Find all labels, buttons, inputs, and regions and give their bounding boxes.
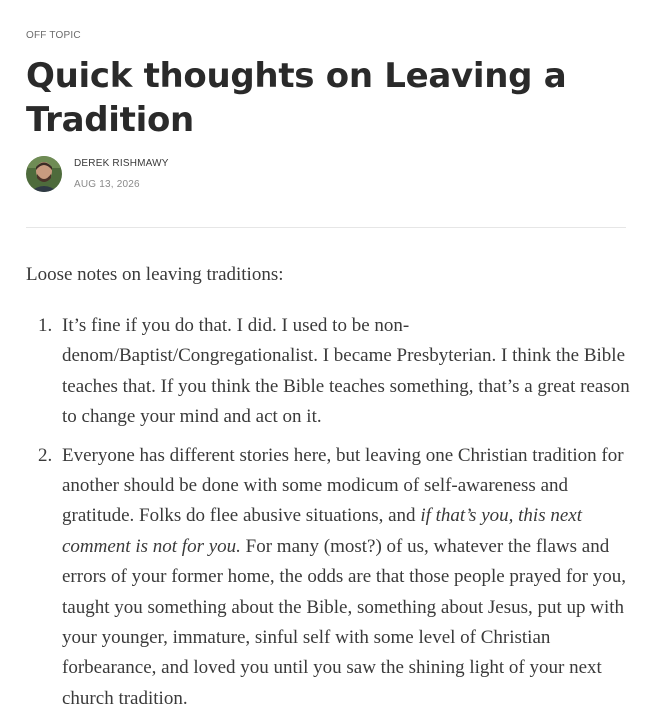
category-link[interactable]: OFF TOPIC bbox=[26, 30, 81, 41]
list-item bbox=[38, 441, 634, 715]
list-item-italic-text: if that’s you, this next comment is not for you. bbox=[62, 505, 582, 557]
author-avatar[interactable] bbox=[26, 156, 62, 192]
list-item-text bbox=[62, 441, 634, 715]
list-item-text-part: For many (most?) of us, whatever the flaws and errors of your former home, the odds are that those people prayed for you, taught you something about the Bible, something about Jesus, put up with your younger, immature, sinful self with some level of Christian forbearance, and loved you until you saw the shining light of your next church tradition. bbox=[62, 535, 627, 709]
list-item-number: 2. bbox=[38, 444, 53, 466]
list-item bbox=[38, 311, 634, 433]
notes-list bbox=[38, 311, 634, 717]
author-name-link[interactable]: DEREK RISHMAWY bbox=[74, 158, 169, 169]
list-item-text-part: Everyone has different stories here, but leaving one Christian tradition for another should be done with some modicum of self-awareness and gratitude. Folks do flee abusive situations, and bbox=[62, 444, 624, 527]
header-divider bbox=[26, 227, 626, 228]
post-date: AUG 13, 2026 bbox=[74, 179, 140, 190]
list-item-number: 1. bbox=[38, 315, 53, 336]
list-item-text: It’s fine if you do that. I did. I used to be non-denom/Baptist/Congregationalist. I became Presbyterian. I think the Bible teaches that. If you think the Bible teaches something, that’s a great reason to change your mind and act on it. bbox=[62, 315, 630, 428]
intro-paragraph: Loose notes on leaving traditions: bbox=[26, 264, 284, 285]
post-title: Quick thoughts on Leaving a Tradition bbox=[26, 56, 567, 140]
